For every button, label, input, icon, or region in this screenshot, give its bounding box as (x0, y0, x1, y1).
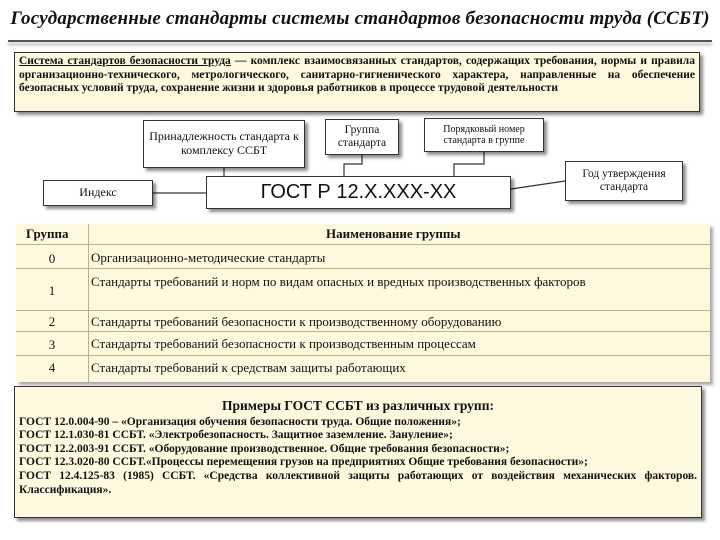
examples-box (14, 386, 702, 518)
table-row-group: 2 (48, 314, 56, 329)
table-header-name: Наименование группы (326, 226, 461, 241)
year-label-box: Год утверждения стандарта (565, 161, 683, 201)
table-row-name: Организационно-методические стандарты (91, 250, 326, 265)
example-item: ГОСТ 12.2.003-91 ССБТ. «Оборудование производственное. Общие требования безопасности»; (19, 442, 510, 455)
page-title: Государственные стандарты системы стандартов безопасности труда (ССБТ) (10, 8, 710, 29)
examples-title: Примеры ГОСТ ССБТ из различных групп: (221, 398, 494, 413)
table-row-group: 0 (48, 251, 56, 266)
table-row-group: 3 (48, 337, 56, 352)
group-label-box: Группа стандарта (325, 119, 399, 155)
example-item: ГОСТ 12.4.125-83 (1985) ССБТ. «Средства коллективной защиты работающих от воздействия механических факторов. Классификация». (19, 469, 697, 496)
index-label-box: Индекс (43, 180, 153, 206)
row-divider (16, 310, 710, 311)
example-item: ГОСТ 12.3.020-80 ССБТ.«Процессы перемещения грузов на предприятиях Общие требования безопасности»; (19, 456, 588, 469)
example-item: ГОСТ 12.0.004-90 – «Организация обучения безопасности труда. Общие положения»; (19, 415, 461, 428)
table-row-name: Стандарты требований и норм по видам опасных и вредных производственных факторов (91, 274, 586, 289)
row-divider (16, 355, 710, 356)
table-row-group: 4 (48, 360, 56, 375)
example-item: ГОСТ 12.1.030-81 ССБТ. «Электробезопасность. Защитное заземление. Зануление»; (19, 429, 453, 442)
table-row-group: 1 (48, 283, 56, 298)
order-number-label-box: Порядковый номер стандарта в группе (424, 118, 544, 152)
definition-text: — комплекс взаимосвязанных стандартов, содержащих требования, нормы и правила организационно-технического, метрологического, санитарно-гигиенического характера, направленные на обеспечение безопасных условий труда, сохранение жизни и здоровья работников в процессе трудовой деятельности (19, 55, 695, 94)
row-divider (16, 244, 710, 245)
definition-term: Система стандартов безопасности труда (19, 55, 231, 67)
gost-designation-box: ГОСТ Р 12.Х.ХХХ-ХХ (206, 176, 511, 209)
connector-year (511, 181, 565, 189)
table-row-name: Стандарты требований безопасности к производственным процессам (91, 336, 476, 351)
row-divider (16, 331, 710, 332)
table-header-group: Группа (26, 226, 69, 241)
belonging-label-box: Принадлежность стандарта к комплексу ССБТ (143, 120, 305, 168)
table-row-name: Стандарты требований безопасности к производственному оборудованию (91, 314, 502, 329)
table-row-name: Стандарты требований к средствам защиты работающих (91, 360, 406, 375)
table-column-divider (88, 224, 89, 382)
row-divider (16, 268, 710, 269)
